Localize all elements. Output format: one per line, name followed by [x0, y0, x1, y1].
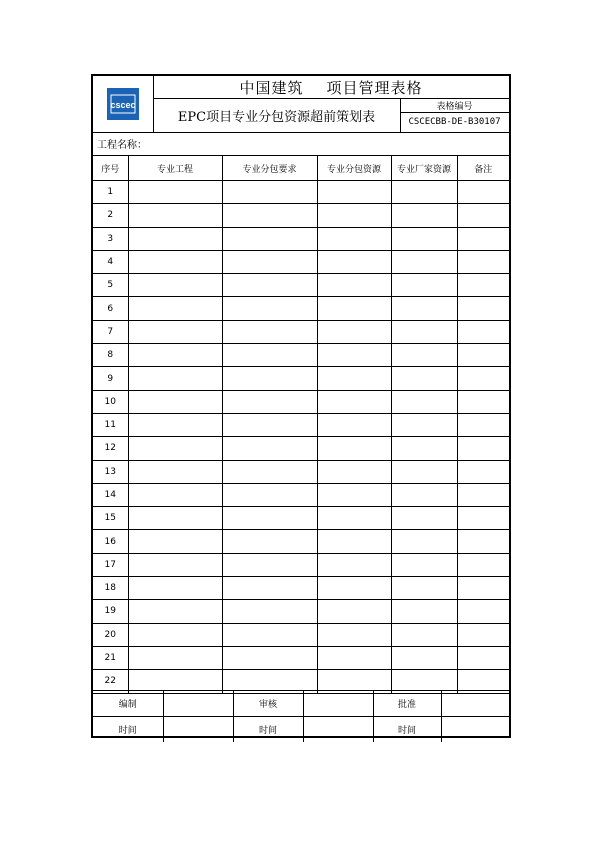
- col-manufacturer-resource-cell[interactable]: [391, 274, 457, 297]
- col-specialty-work-cell[interactable]: [128, 181, 222, 204]
- col-remarks-cell[interactable]: [457, 320, 509, 343]
- col-specialty-work-cell[interactable]: [128, 227, 222, 250]
- col-subcontract-requirement-cell[interactable]: [222, 577, 317, 600]
- col-specialty-work-cell[interactable]: [128, 553, 222, 576]
- table-row: [93, 181, 509, 204]
- signature-row-2: [93, 717, 509, 743]
- col-manufacturer-resource-cell[interactable]: [391, 507, 457, 530]
- row-index: 20: [93, 623, 128, 646]
- reviewed-by-label: 审核: [233, 691, 303, 717]
- row-index: 19: [93, 600, 128, 623]
- col-subcontract-resource-cell[interactable]: [317, 507, 391, 530]
- table-row: [93, 577, 509, 600]
- col-remarks-cell[interactable]: [457, 577, 509, 600]
- col-remarks-cell[interactable]: [457, 390, 509, 413]
- table-row: [93, 390, 509, 413]
- col-subcontract-resource-cell[interactable]: [317, 577, 391, 600]
- col-remarks-cell[interactable]: [457, 646, 509, 669]
- col-subcontract-resource-cell[interactable]: [317, 483, 391, 506]
- col-manufacturer-resource-cell[interactable]: [391, 623, 457, 646]
- compiled-date-field[interactable]: [163, 717, 233, 743]
- signature-row-1: [93, 691, 509, 717]
- approved-by-label: 批准: [373, 691, 441, 717]
- col-manufacturer-resource-cell[interactable]: [391, 646, 457, 669]
- row-index: 4: [93, 250, 128, 273]
- col-manufacturer-resource-cell[interactable]: [391, 297, 457, 320]
- col-subcontract-resource-cell[interactable]: [317, 344, 391, 367]
- col-subcontract-resource-cell[interactable]: [317, 600, 391, 623]
- company-title: [153, 76, 509, 99]
- reviewed-date-label: 时间: [233, 717, 303, 743]
- col-manufacturer-resource-cell[interactable]: [391, 460, 457, 483]
- col-manufacturer-resource-cell[interactable]: [391, 577, 457, 600]
- col-subcontract-resource-cell[interactable]: [317, 181, 391, 204]
- col-manufacturer-resource-cell[interactable]: [391, 530, 457, 553]
- col-specialty-work-cell[interactable]: [128, 507, 222, 530]
- form-page: [91, 74, 511, 738]
- col-subcontract-resource-cell[interactable]: [317, 297, 391, 320]
- col-manufacturer-resource-cell[interactable]: [391, 320, 457, 343]
- col-manufacturer-resource-cell[interactable]: [391, 483, 457, 506]
- row-index: 11: [93, 413, 128, 436]
- col-subcontract-requirement-cell[interactable]: [222, 623, 317, 646]
- reviewed-date-field[interactable]: [303, 717, 373, 743]
- col-subcontract-requirement-cell[interactable]: [222, 483, 317, 506]
- resource-table: [93, 156, 509, 694]
- col-specialty-work-cell[interactable]: [128, 437, 222, 460]
- col-subcontract-resource-cell[interactable]: [317, 646, 391, 669]
- col-remarks-cell[interactable]: [457, 600, 509, 623]
- col-remarks-cell[interactable]: [457, 274, 509, 297]
- col-specialty-work-cell[interactable]: [128, 646, 222, 669]
- col-subcontract-requirement-cell[interactable]: [222, 297, 317, 320]
- col-subcontract-resource-cell[interactable]: [317, 274, 391, 297]
- col-subcontract-resource-cell[interactable]: [317, 460, 391, 483]
- col-manufacturer-resource-cell[interactable]: [391, 181, 457, 204]
- table-row: [93, 320, 509, 343]
- col-subcontract-requirement-cell[interactable]: [222, 250, 317, 273]
- col-subcontract-resource-cell[interactable]: [317, 623, 391, 646]
- col-specialty-work-cell[interactable]: [128, 600, 222, 623]
- table-row: [93, 553, 509, 576]
- col-specialty-work-cell[interactable]: [128, 320, 222, 343]
- signature-table: [93, 690, 509, 742]
- row-index: 5: [93, 274, 128, 297]
- col-remarks-cell[interactable]: [457, 530, 509, 553]
- form-header: [93, 76, 509, 133]
- col-subcontract-resource-cell[interactable]: [317, 227, 391, 250]
- col-remarks-cell[interactable]: [457, 460, 509, 483]
- row-index: 22: [93, 670, 128, 693]
- table-row: [93, 600, 509, 623]
- col-manufacturer-resource-cell[interactable]: [391, 553, 457, 576]
- form-title-text: EPC项目专业分包资源超前策划表: [177, 109, 376, 125]
- col-remarks-header: 备注: [457, 156, 509, 181]
- col-subcontract-requirement-cell[interactable]: [222, 437, 317, 460]
- col-specialty-work-cell[interactable]: [128, 204, 222, 227]
- col-remarks-cell[interactable]: [457, 413, 509, 436]
- col-subcontract-requirement-cell[interactable]: [222, 181, 317, 204]
- compiled-by-field[interactable]: [163, 691, 233, 717]
- col-specialty-work-cell[interactable]: [128, 460, 222, 483]
- row-index: 2: [93, 204, 128, 227]
- table-body: [93, 181, 509, 694]
- col-manufacturer-resource-cell[interactable]: [391, 390, 457, 413]
- col-subcontract-resource-cell[interactable]: [317, 320, 391, 343]
- row-index: 18: [93, 577, 128, 600]
- col-remarks-cell[interactable]: [457, 344, 509, 367]
- col-subcontract-resource-cell[interactable]: [317, 530, 391, 553]
- table-row: [93, 367, 509, 390]
- form-title: [153, 98, 401, 132]
- col-remarks-cell[interactable]: [457, 553, 509, 576]
- row-index: 15: [93, 507, 128, 530]
- col-subcontract-requirement-cell[interactable]: [222, 204, 317, 227]
- row-index: 12: [93, 437, 128, 460]
- table-row: [93, 227, 509, 250]
- row-index: 13: [93, 460, 128, 483]
- table-row: [93, 297, 509, 320]
- col-remarks-cell[interactable]: [457, 507, 509, 530]
- table-row: [93, 623, 509, 646]
- col-remarks-cell[interactable]: [457, 297, 509, 320]
- col-manufacturer-resource-cell[interactable]: [391, 204, 457, 227]
- col-subcontract-resource-cell[interactable]: [317, 204, 391, 227]
- approved-by-field[interactable]: [441, 691, 509, 717]
- col-subcontract-requirement-cell[interactable]: [222, 390, 317, 413]
- compiled-date-label: 时间: [93, 717, 163, 743]
- col-subcontract-resource-header: 专业分包资源: [317, 156, 391, 181]
- col-specialty-work-cell[interactable]: [128, 274, 222, 297]
- row-index: 14: [93, 483, 128, 506]
- col-subcontract-requirement-cell[interactable]: [222, 553, 317, 576]
- compiled-by-label: 编制: [93, 691, 163, 717]
- table-row: [93, 274, 509, 297]
- col-manufacturer-resource-cell[interactable]: [391, 600, 457, 623]
- col-specialty-work-cell[interactable]: [128, 483, 222, 506]
- col-subcontract-resource-cell[interactable]: [317, 390, 391, 413]
- row-index: 10: [93, 390, 128, 413]
- table-row: [93, 413, 509, 436]
- cscec-logo-icon: [109, 92, 137, 116]
- form-code-label: [400, 98, 509, 113]
- row-index: 17: [93, 553, 128, 576]
- col-subcontract-requirement-cell[interactable]: [222, 274, 317, 297]
- col-specialty-work-cell[interactable]: [128, 390, 222, 413]
- row-index: 21: [93, 646, 128, 669]
- col-remarks-cell[interactable]: [457, 227, 509, 250]
- col-remarks-cell[interactable]: [457, 483, 509, 506]
- row-index: 9: [93, 367, 128, 390]
- table-header-row: [93, 156, 509, 181]
- col-manufacturer-resource-header: 专业厂家资源: [391, 156, 457, 181]
- approved-date-field[interactable]: [441, 717, 509, 743]
- col-subcontract-resource-cell[interactable]: [317, 553, 391, 576]
- table-row: [93, 507, 509, 530]
- col-specialty-work-cell[interactable]: [128, 413, 222, 436]
- table-row: [93, 250, 509, 273]
- col-remarks-cell[interactable]: [457, 181, 509, 204]
- col-subcontract-requirement-cell[interactable]: [222, 413, 317, 436]
- col-specialty-work-cell[interactable]: [128, 250, 222, 273]
- col-subcontract-requirement-cell[interactable]: [222, 460, 317, 483]
- form-code-text: CSCECBB-DE-B30107: [408, 117, 501, 127]
- col-manufacturer-resource-cell[interactable]: [391, 227, 457, 250]
- col-manufacturer-resource-cell[interactable]: [391, 344, 457, 367]
- logo-cell: [93, 76, 154, 132]
- col-specialty-work-cell[interactable]: [128, 623, 222, 646]
- col-specialty-work-cell[interactable]: [128, 530, 222, 553]
- col-subcontract-requirement-cell[interactable]: [222, 600, 317, 623]
- col-specialty-work-cell[interactable]: [128, 297, 222, 320]
- col-index-header: 序号: [93, 156, 128, 181]
- col-manufacturer-resource-cell[interactable]: [391, 413, 457, 436]
- table-row: [93, 204, 509, 227]
- cscec-logo: [107, 88, 139, 120]
- form-code: [400, 112, 509, 132]
- col-subcontract-requirement-cell[interactable]: [222, 530, 317, 553]
- col-specialty-work-cell[interactable]: [128, 344, 222, 367]
- col-subcontract-requirement-cell[interactable]: [222, 507, 317, 530]
- col-subcontract-resource-cell[interactable]: [317, 437, 391, 460]
- logo-text: cscec: [110, 100, 136, 110]
- col-specialty-work-cell[interactable]: [128, 577, 222, 600]
- col-remarks-cell[interactable]: [457, 437, 509, 460]
- table-row: [93, 437, 509, 460]
- row-index: 7: [93, 320, 128, 343]
- row-index: 8: [93, 344, 128, 367]
- col-remarks-cell[interactable]: [457, 367, 509, 390]
- col-manufacturer-resource-cell[interactable]: [391, 437, 457, 460]
- col-subcontract-requirement-cell[interactable]: [222, 320, 317, 343]
- col-remarks-cell[interactable]: [457, 204, 509, 227]
- row-index: 3: [93, 227, 128, 250]
- col-subcontract-requirement-cell[interactable]: [222, 646, 317, 669]
- project-name-label: 工程名称：: [97, 140, 147, 151]
- company-title-text: 中国建筑 项目管理表格: [239, 78, 423, 97]
- col-manufacturer-resource-cell[interactable]: [391, 250, 457, 273]
- table-row: [93, 646, 509, 669]
- table-row: [93, 344, 509, 367]
- col-remarks-cell[interactable]: [457, 250, 509, 273]
- row-index: 1: [93, 181, 128, 204]
- table-row: [93, 460, 509, 483]
- project-name-row: [93, 132, 509, 156]
- col-specialty-work-header: 专业工程: [128, 156, 222, 181]
- col-specialty-work-cell[interactable]: [128, 367, 222, 390]
- table-row: [93, 483, 509, 506]
- table-row: [93, 530, 509, 553]
- col-subcontract-requirement-cell[interactable]: [222, 227, 317, 250]
- col-subcontract-requirement-cell[interactable]: [222, 367, 317, 390]
- col-subcontract-resource-cell[interactable]: [317, 250, 391, 273]
- col-subcontract-requirement-cell[interactable]: [222, 344, 317, 367]
- col-remarks-cell[interactable]: [457, 623, 509, 646]
- col-subcontract-requirement-header: 专业分包要求: [222, 156, 317, 181]
- row-index: 16: [93, 530, 128, 553]
- reviewed-by-field[interactable]: [303, 691, 373, 717]
- col-subcontract-resource-cell[interactable]: [317, 413, 391, 436]
- row-index: 6: [93, 297, 128, 320]
- form-code-label-text: 表格编号: [436, 101, 473, 112]
- approved-date-label: 时间: [373, 717, 441, 743]
- col-manufacturer-resource-cell[interactable]: [391, 367, 457, 390]
- col-subcontract-resource-cell[interactable]: [317, 367, 391, 390]
